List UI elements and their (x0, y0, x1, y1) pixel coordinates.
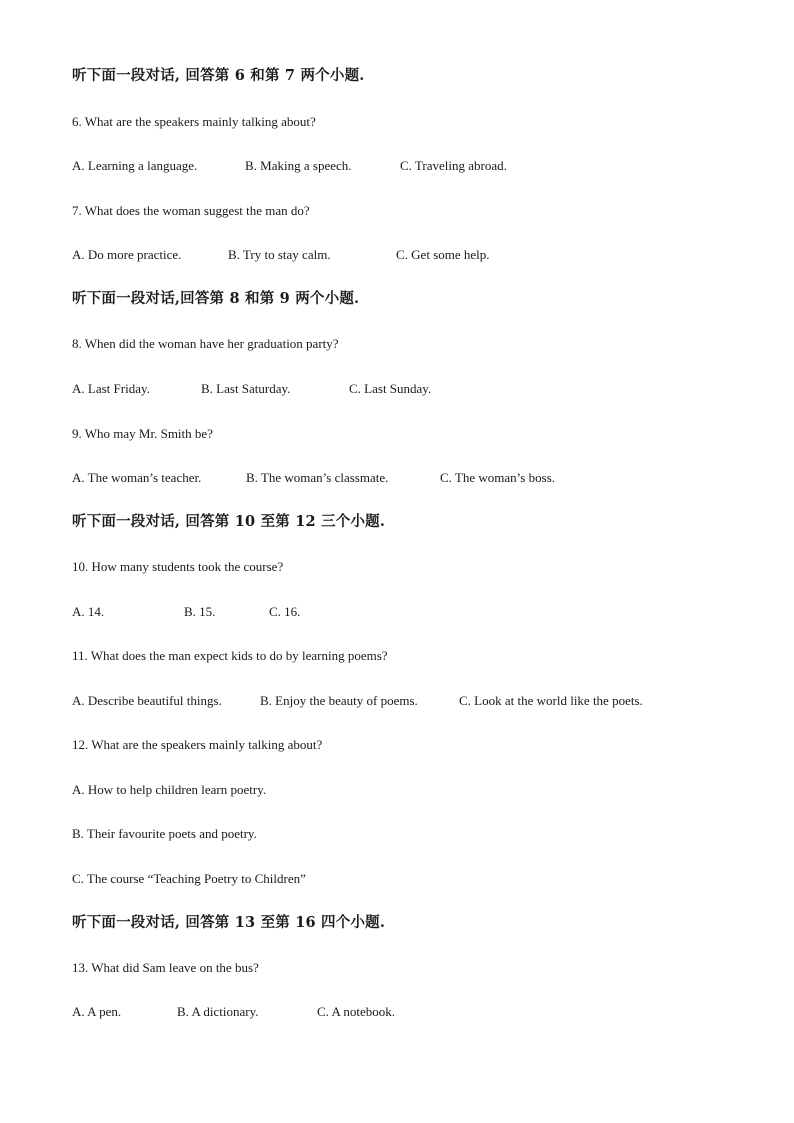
question-10: 10. How many students took the course? (72, 559, 284, 574)
question-8: 8. When did the woman have her graduation party? (72, 336, 339, 351)
question-12-option-a: A. How to help children learn poetry. (72, 782, 267, 797)
option-c: C. A notebook. (317, 1004, 396, 1019)
question-6: 6. What are the speakers mainly talking about? (72, 114, 316, 129)
question-7: 7. What does the woman suggest the man do? (72, 203, 310, 218)
option-c: C. Get some help. (396, 247, 490, 262)
option-a: A. Describe beautiful things. (72, 693, 222, 708)
option-c: C. 16. (269, 604, 301, 619)
option-a: A. Learning a language. (72, 158, 198, 173)
section-heading: 听下面一段对话, 回答第 10 至第 12 三个小题. (72, 513, 386, 530)
option-b: B. Last Saturday. (201, 381, 291, 396)
section-heading: 听下面一段对话, 回答第 6 和第 7 两个小题. (72, 67, 365, 84)
option-b: B. The woman’s classmate. (246, 470, 389, 485)
section-heading: 听下面一段对话, 回答第 13 至第 16 四个小题. (72, 914, 386, 931)
option-b: B. Making a speech. (245, 158, 352, 173)
option-b: B. 15. (184, 604, 216, 619)
section-heading: 听下面一段对话,回答第 8 和第 9 两个小题. (72, 290, 360, 307)
option-b: B. A dictionary. (177, 1004, 259, 1019)
option-a: A. Do more practice. (72, 247, 182, 262)
option-a: A. A pen. (72, 1004, 122, 1019)
option-b: B. Enjoy the beauty of poems. (260, 693, 418, 708)
question-12: 12. What are the speakers mainly talking about? (72, 737, 323, 752)
option-b: B. Try to stay calm. (228, 247, 331, 262)
option-a: A. Last Friday. (72, 381, 150, 396)
question-12-option-b: B. Their favourite poets and poetry. (72, 826, 257, 841)
option-c: C. The woman’s boss. (440, 470, 555, 485)
option-c: C. Look at the world like the poets. (459, 693, 643, 708)
option-c: C. Traveling abroad. (400, 158, 507, 173)
option-a: A. The woman’s teacher. (72, 470, 202, 485)
option-c: C. Last Sunday. (349, 381, 432, 396)
question-9: 9. Who may Mr. Smith be? (72, 426, 213, 441)
option-a: A. 14. (72, 604, 105, 619)
question-11: 11. What does the man expect kids to do by learning poems? (72, 648, 388, 663)
question-13: 13. What did Sam leave on the bus? (72, 960, 259, 975)
question-12-option-c: C. The course “Teaching Poetry to Children” (72, 871, 306, 886)
